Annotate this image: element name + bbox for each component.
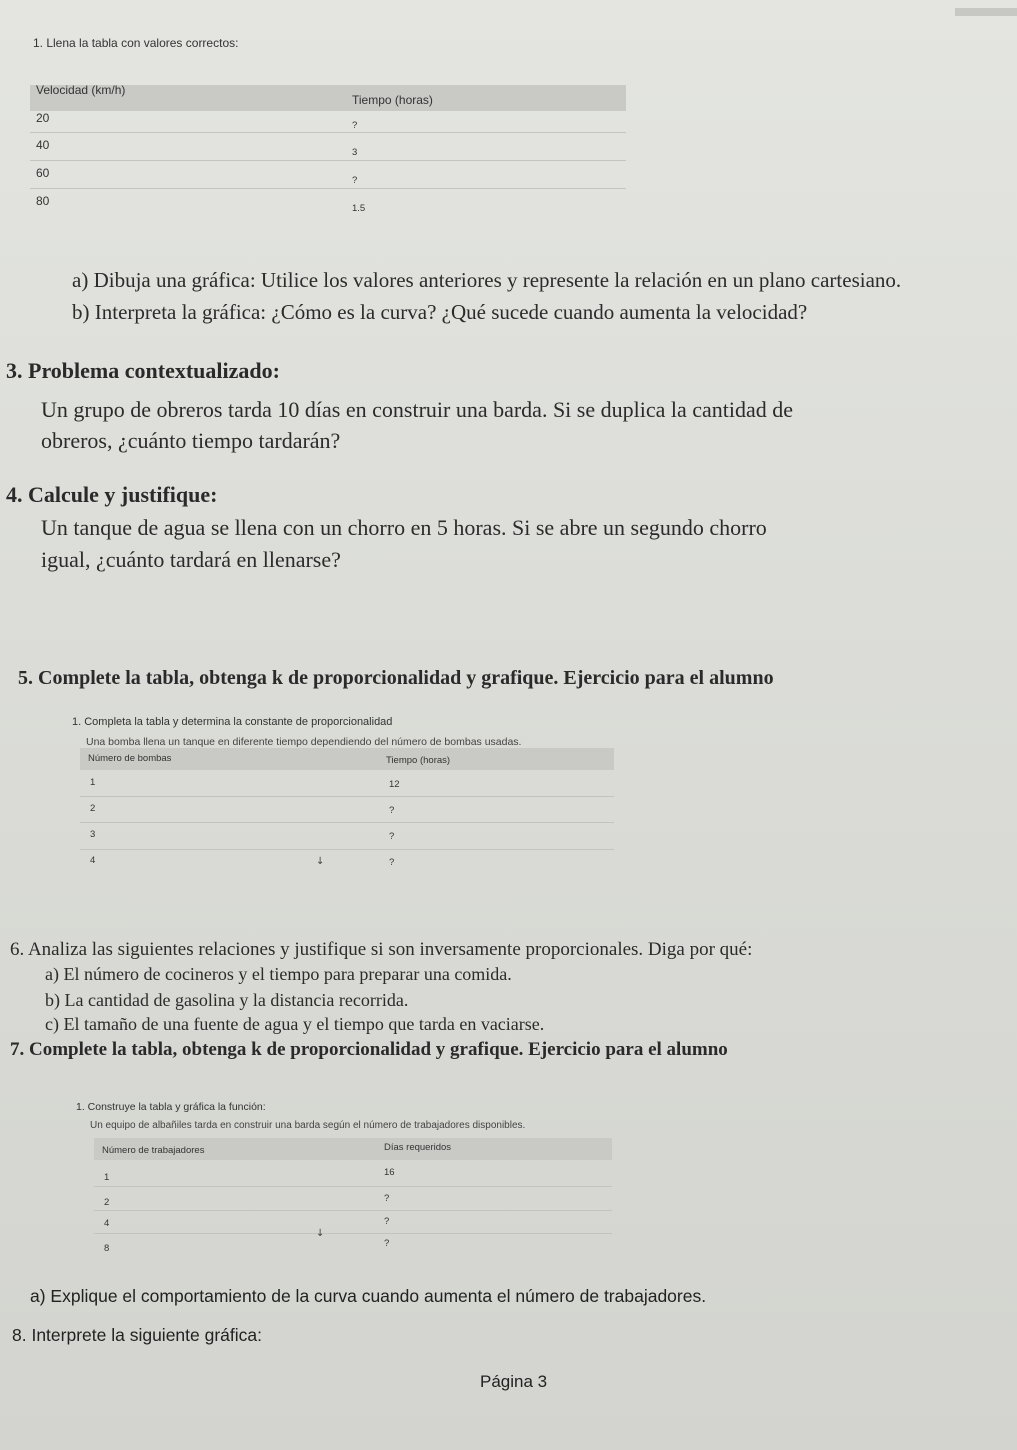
- q1-cell-tiempo: ?: [352, 175, 358, 186]
- q5-row-divider: [80, 822, 614, 823]
- q7-header-trabajadores: Número de trabajadores: [102, 1145, 205, 1156]
- q1-header-tiempo: Tiempo (horas): [352, 93, 433, 107]
- q7-sub-text: Un equipo de albañiles tarda en construir una barda según el número de trabajadores disponibles.: [90, 1120, 526, 1131]
- q7-row-divider: [94, 1233, 612, 1234]
- page-number: Página 3: [480, 1372, 548, 1391]
- q5-header-tiempo: Tiempo (horas): [386, 755, 451, 766]
- down-arrow-icon: ↓: [316, 856, 325, 867]
- q5-cell-tiempo: ?: [389, 857, 395, 868]
- q6-item-b: b) La cantidad de gasolina y la distancia recorrida.: [45, 990, 409, 1010]
- q7-cell-dias: ?: [384, 1238, 390, 1249]
- q6-title: 6. Analiza las siguientes relaciones y justifique si son inversamente proporcionales. Diga por qué:: [10, 939, 753, 960]
- q7-sub-title: 1. Construye la tabla y gráfica la función:: [76, 1101, 266, 1113]
- q1-cell-velocidad: 60: [36, 166, 50, 180]
- q7-header-dias: Días requeridos: [384, 1142, 452, 1153]
- q5-cell-tiempo: ?: [389, 805, 395, 816]
- q5-title: 5. Complete la tabla, obtenga k de proporcionalidad y grafique. Ejercicio para el alumno: [18, 667, 774, 689]
- q7-title: 7. Complete la tabla, obtenga k de proporcionalidad y grafique. Ejercicio para el alumno: [10, 1039, 728, 1060]
- q5-sub-text: Una bomba llena un tanque en diferente tiempo dependiendo del número de bombas usadas.: [86, 736, 522, 748]
- q7-cell-trabajadores: 4: [104, 1218, 110, 1229]
- q1-row-divider: [30, 132, 626, 133]
- q5-sub-title: 1. Completa la tabla y determina la constante de proporcionalidad: [72, 716, 393, 728]
- q1-cell-velocidad: 20: [36, 111, 50, 125]
- q5-row-divider: [80, 849, 614, 850]
- q4-line2: igual, ¿cuánto tardará en llenarse?: [41, 547, 341, 572]
- q3-title: 3. Problema contextualizado:: [6, 358, 280, 383]
- q7-cell-dias: 16: [384, 1167, 395, 1178]
- q7-cell-trabajadores: 2: [104, 1197, 110, 1208]
- q7-cell-dias: ?: [384, 1216, 390, 1227]
- q5-cell-bombas: 3: [90, 829, 96, 840]
- q5-row-divider: [80, 796, 614, 797]
- q1-row-divider: [30, 160, 626, 161]
- q5-cell-bombas: 4: [90, 855, 96, 866]
- q5-cell-tiempo: ?: [389, 831, 395, 842]
- page-edge: [955, 8, 1017, 16]
- q1-cell-tiempo: 3: [352, 147, 358, 158]
- q7-cell-trabajadores: 8: [104, 1243, 110, 1254]
- q8-title: 8. Interprete la siguiente gráfica:: [12, 1325, 263, 1345]
- q7-item-a: a) Explique el comportamiento de la curva cuando aumenta el número de trabajadores.: [30, 1286, 707, 1306]
- q7-cell-dias: ?: [384, 1193, 390, 1204]
- q4-title: 4. Calcule y justifique:: [6, 482, 218, 507]
- q6-item-c: c) El tamaño de una fuente de agua y el tiempo que tarda en vaciarse.: [45, 1014, 545, 1034]
- q7-row-divider: [94, 1210, 612, 1211]
- q6-item-a: a) El número de cocineros y el tiempo para preparar una comida.: [45, 964, 512, 984]
- q5-cell-bombas: 2: [90, 803, 96, 814]
- q3-line2: obreros, ¿cuánto tiempo tardarán?: [41, 428, 341, 453]
- q1-cell-tiempo: ?: [352, 120, 358, 131]
- q7-cell-trabajadores: 1: [104, 1172, 110, 1183]
- q7-row-divider: [94, 1186, 612, 1187]
- q1-item-a: a) Dibuja una gráfica: Utilice los valores anteriores y represente la relación en un plano cartesiano.: [72, 268, 902, 292]
- q4-line1: Un tanque de agua se llena con un chorro en 5 horas. Si se abre un segundo chorro: [41, 515, 767, 540]
- q5-header-bombas: Número de bombas: [88, 753, 172, 764]
- q1-cell-velocidad: 40: [36, 138, 50, 152]
- q5-cell-tiempo: 12: [389, 779, 400, 790]
- q3-line1: Un grupo de obreros tarda 10 días en construir una barda. Si se duplica la cantidad de: [41, 397, 794, 422]
- q1-cell-velocidad: 80: [36, 194, 50, 208]
- q1-cell-tiempo: 1.5: [352, 203, 366, 214]
- q1-header-velocidad: Velocidad (km/h): [36, 83, 126, 97]
- q1-item-b: b) Interpreta la gráfica: ¿Cómo es la curva? ¿Qué sucede cuando aumenta la velocidad?: [72, 300, 808, 324]
- q1-title: 1. Llena la tabla con valores correctos:: [33, 36, 239, 50]
- q1-row-divider: [30, 188, 626, 189]
- q5-cell-bombas: 1: [90, 777, 96, 788]
- down-arrow-icon: ↓: [316, 1228, 325, 1239]
